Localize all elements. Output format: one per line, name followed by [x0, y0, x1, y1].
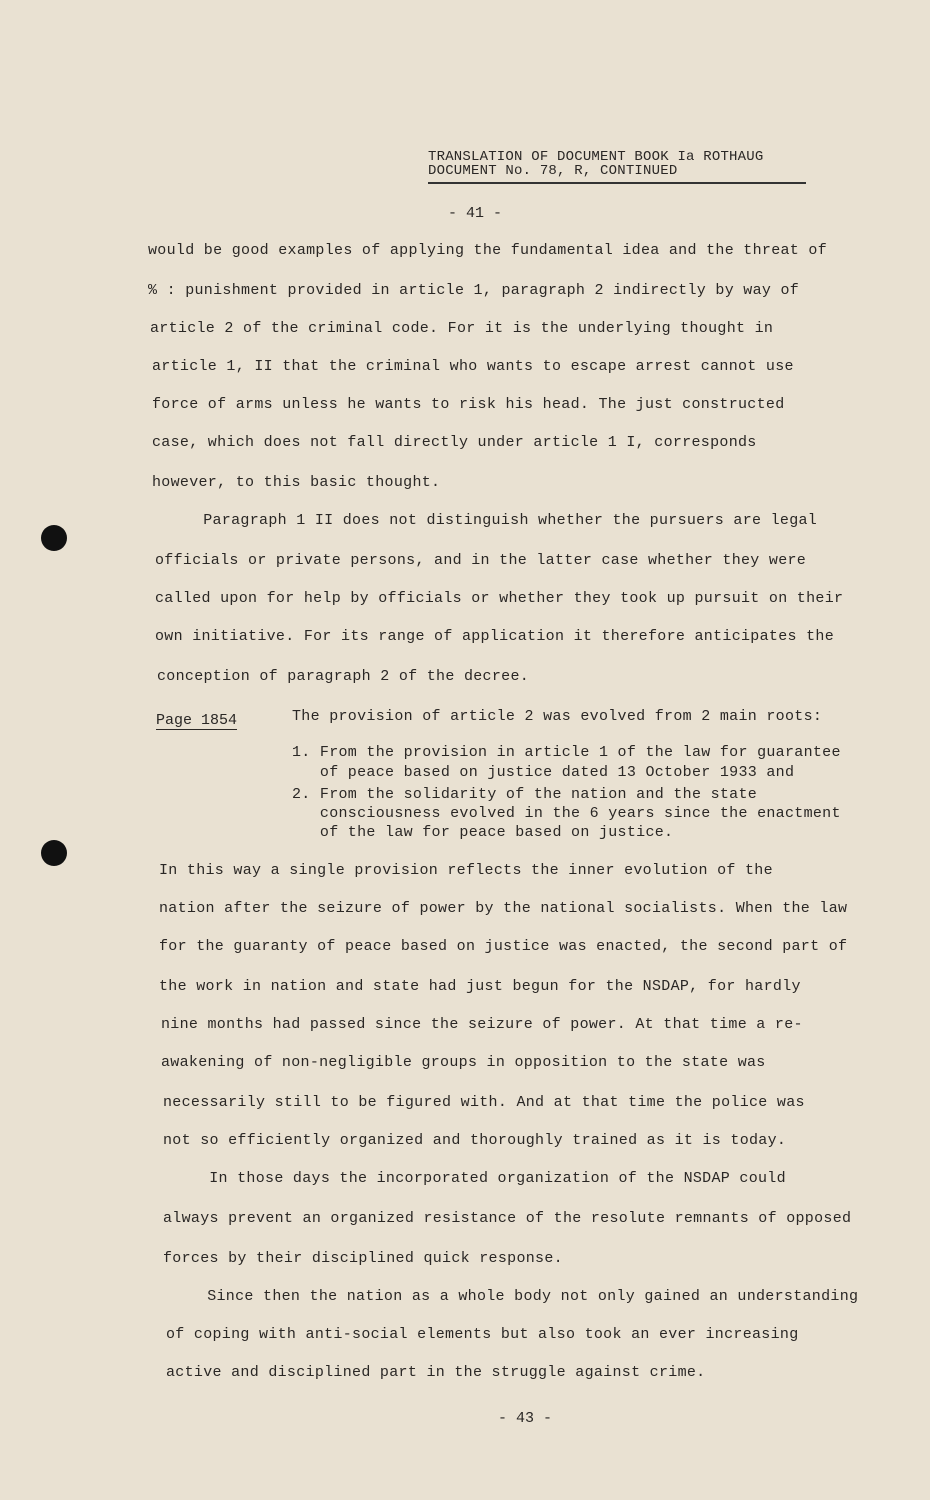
text-line: case, which does not fall directly under article 1 I, corresponds	[152, 434, 757, 451]
list-item: 2. From the solidarity of the nation and the state	[292, 786, 758, 803]
list-item: of the law for peace based on justice.	[292, 824, 674, 841]
text-line: Since then the nation as a whole body not only gained an understanding	[170, 1288, 859, 1305]
page-number-bottom: - 43 -	[498, 1410, 553, 1427]
text-line: In this way a single provision reflects the inner evolution of the	[159, 862, 773, 879]
header-line-1: TRANSLATION OF DOCUMENT BOOK Ia ROTHAUG	[428, 149, 764, 165]
text-line: force of arms unless he wants to risk his head. The just constructed	[152, 396, 785, 413]
text-line: called upon for help by officials or whether they took up pursuit on their	[155, 590, 844, 607]
text-line: would be good examples of applying the fundamental idea and the threat of	[148, 242, 828, 259]
text-line: article 2 of the criminal code. For it is the underlying thought in	[150, 320, 774, 337]
header-underline	[428, 182, 806, 184]
text-line: The provision of article 2 was evolved from 2 main roots:	[292, 708, 823, 725]
text-line: however, to this basic thought.	[152, 474, 441, 491]
text-line: conception of paragraph 2 of the decree.	[157, 668, 530, 685]
text-line: always prevent an organized resistance of the resolute remnants of opposed	[163, 1210, 852, 1227]
text-line: own initiative. For its range of application it therefore anticipates the	[155, 628, 835, 645]
list-item: consciousness evolved in the 6 years since the enactment	[292, 805, 841, 822]
text-line: Paragraph 1 II does not distinguish whether the pursuers are legal	[166, 512, 818, 529]
header-line-2: DOCUMENT No. 78, R, CONTINUED	[428, 163, 678, 179]
text-line: active and disciplined part in the struggle against crime.	[166, 1364, 706, 1381]
text-line: nine months had passed since the seizure of power. At that time a re-	[161, 1016, 803, 1033]
punch-hole-top	[41, 525, 67, 551]
list-item: 1. From the provision in article 1 of the law for guarantee	[292, 744, 841, 761]
text-line: not so efficiently organized and thoroughly trained as it is today.	[163, 1132, 787, 1149]
list-item: of peace based on justice dated 13 October 1933 and	[292, 764, 795, 781]
text-line: awakening of non-negligible groups in opposition to the state was	[161, 1054, 766, 1071]
text-line: officials or private persons, and in the latter case whether they were	[155, 552, 807, 569]
text-line: for the guaranty of peace based on justice was enacted, the second part of	[159, 938, 848, 955]
margin-note-page: Page 1854	[156, 712, 238, 729]
document-header	[428, 150, 806, 184]
text-line: of coping with anti-social elements but also took an ever increasing	[166, 1326, 799, 1343]
text-line: nation after the seizure of power by the national socialists. When the law	[159, 900, 848, 917]
text-line: article 1, II that the criminal who wants to escape arrest cannot use	[152, 358, 794, 375]
text-line: the work in nation and state had just begun for the NSDAP, for hardly	[159, 978, 801, 995]
text-line: necessarily still to be figured with. And at that time the police was	[163, 1094, 805, 1111]
text-line: % : punishment provided in article 1, paragraph 2 indirectly by way of	[148, 282, 800, 299]
punch-hole-bottom	[41, 840, 67, 866]
page-number-top: - 41 -	[448, 205, 503, 222]
text-line: In those days the incorporated organization of the NSDAP could	[172, 1170, 786, 1187]
text-line: forces by their disciplined quick response.	[163, 1250, 563, 1267]
